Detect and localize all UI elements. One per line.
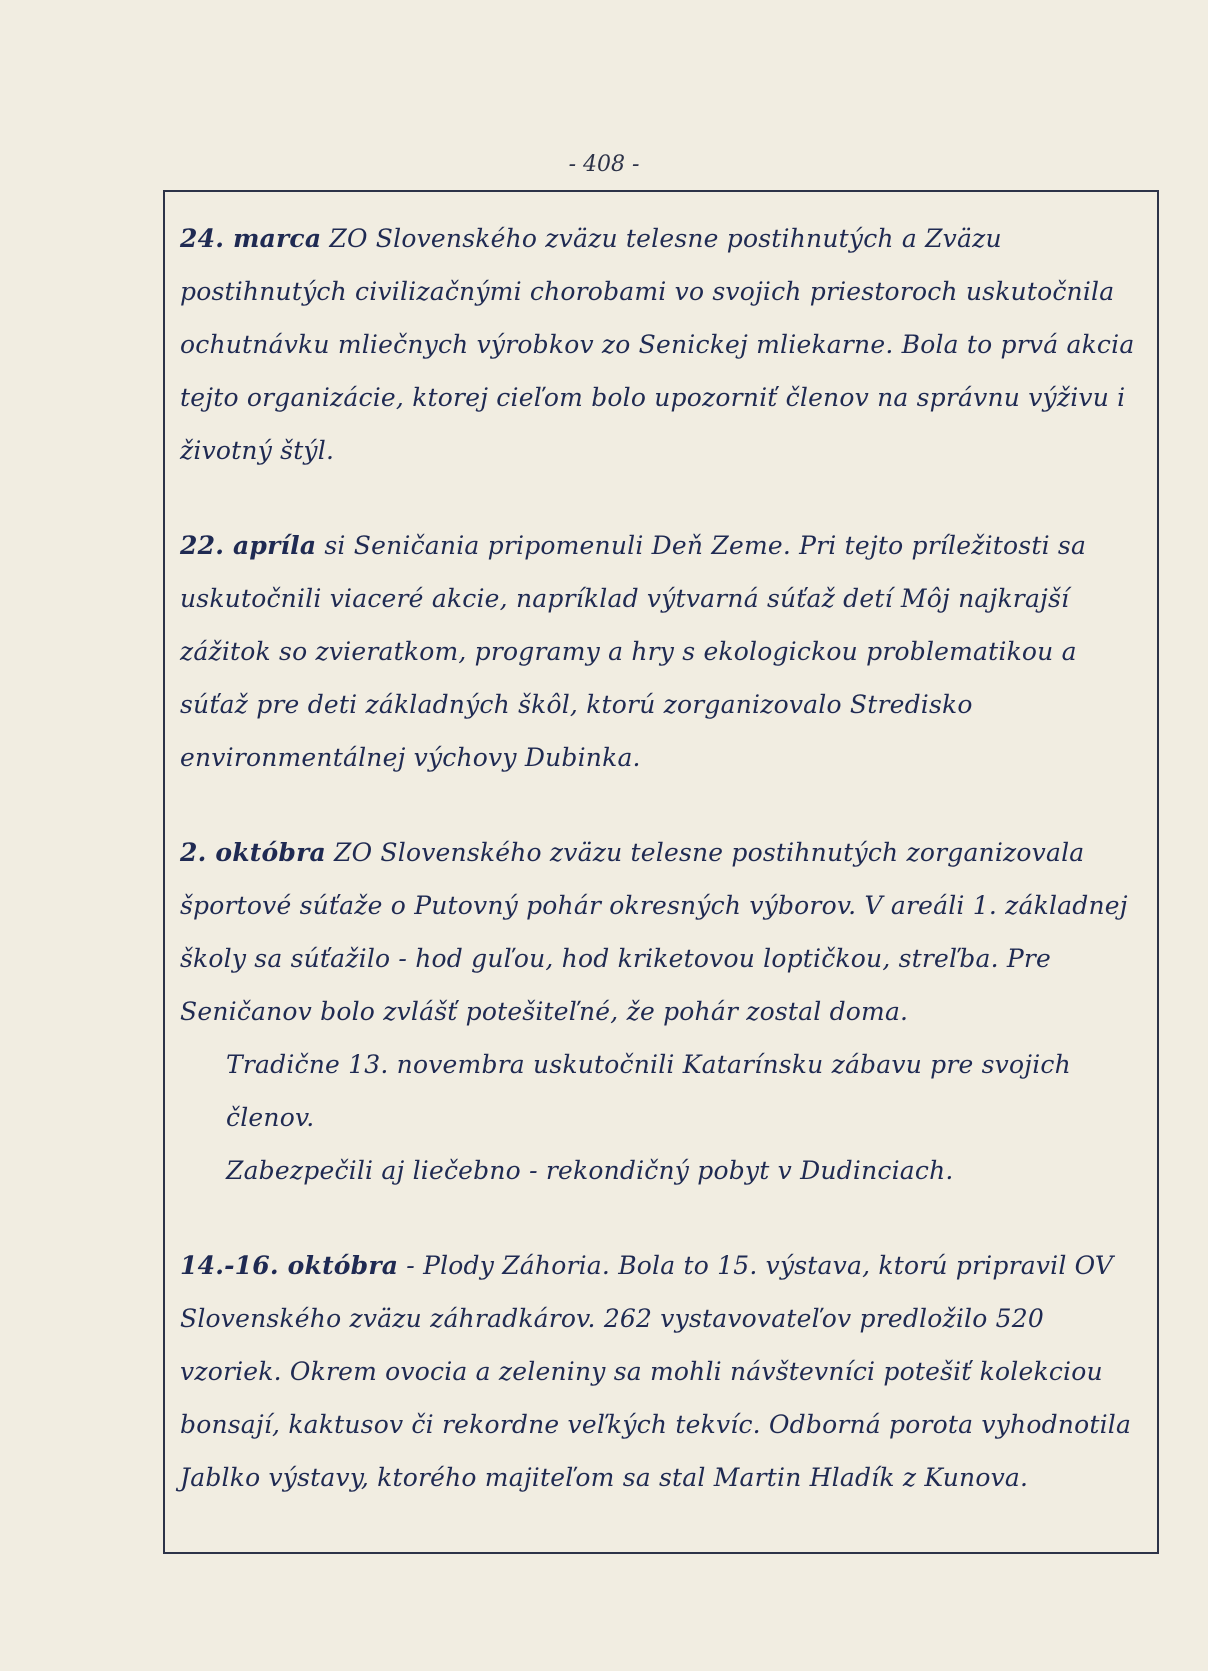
entry-date: 22. apríla <box>180 531 317 560</box>
entry-march-24 <box>180 212 1146 477</box>
page-number: - 408 - <box>568 152 640 177</box>
entry-date: 24. marca <box>180 224 322 253</box>
entry-date: 14.-16. októbra <box>180 1251 399 1280</box>
page-content <box>180 212 1146 1504</box>
entry-october-2 <box>180 826 1146 1197</box>
entry-note-november-13: Tradične 13. novembra uskutočnili Katarínsku zábavu pre svojich členov. <box>226 1050 1071 1132</box>
entry-text: ZO Slovenského zväzu telesne postihnutých zorganizovala športové súťaže o Putovný pohár okresných výborov. V areáli 1. základnej školy sa súťažilo - hod guľou, hod kriketovou loptičkou, streľba. Pre Seničanov bolo zvlášť potešiteľné, že pohár zostal doma. <box>180 838 1128 1026</box>
entry-october-14-16 <box>180 1239 1146 1504</box>
entry-text: - Plody Záhoria. Bola to 15. výstava, ktorú pripravil OV Slovenského zväzu záhradkárov. 262 vystavovateľov predložilo 520 vzoriek. Okrem ovocia a zeleniny sa mohli návštevníci potešiť kolekciou bonsají, kaktusov či rekordne veľkých tekvíc. Odborná porota vyhodnotila Jablko výstavy, ktorého majiteľom sa stal Martin Hladík z Kunova. <box>180 1251 1132 1492</box>
entry-april-22 <box>180 519 1146 784</box>
entry-date: 2. októbra <box>180 838 326 867</box>
entry-text: ZO Slovenského zväzu telesne postihnutých a Zväzu postihnutých civilizačnými chorobami vo svojich priestoroch uskutočnila ochutnávku mliečnych výrobkov zo Senickej mliekarne. Bola to prvá akcia tejto organizácie, ktorej cieľom bolo upozorniť členov na správnu výživu i životný štýl. <box>180 224 1135 465</box>
entry-text: si Seničania pripomenuli Deň Zeme. Pri tejto príležitosti sa uskutočnili viaceré akcie, napríklad výtvarná súťaž detí Môj najkrajší zážitok so zvieratkom, programy a hry s ekologickou problematikou a súťaž pre deti základných škôl, ktorú zorganizovalo Stredisko environmentálnej výchovy Dubinka. <box>180 531 1087 772</box>
entry-note-dudince: Zabezpečili aj liečebno - rekondičný pobyt v Dudinciach. <box>226 1156 954 1185</box>
